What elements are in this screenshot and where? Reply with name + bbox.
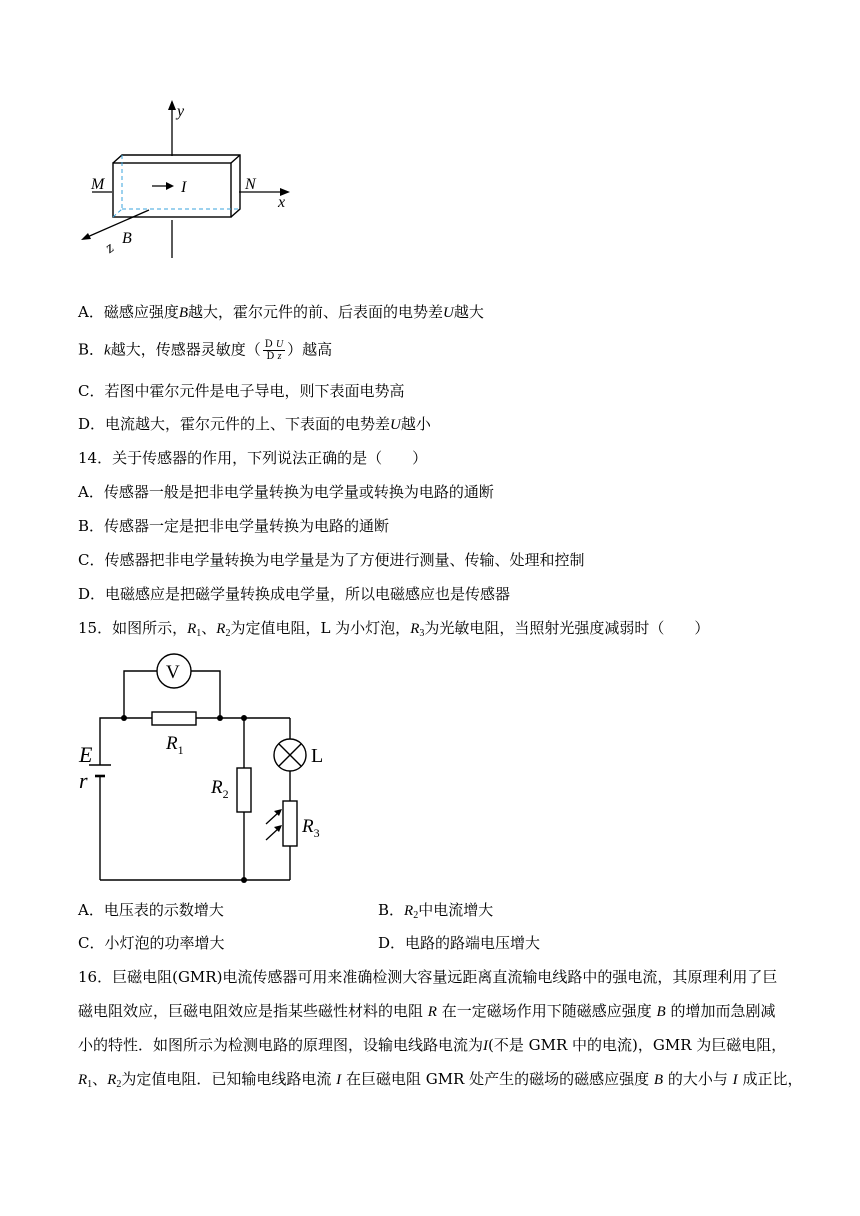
q16-line-1: 16．巨磁电阻(GMR)电流传感器可用来准确检测大容量远距离直流输电线路中的强电流，其原理利用了巨 [78,968,778,986]
lamp-label: L [311,745,324,767]
q13-option-d: D．电流越大，霍尔元件的上、下表面的电势差U越小 [78,415,431,433]
q14-option-a: A．传感器一般是把非电学量转换为电学量或转换为电路的通断 [78,483,494,501]
circuit-figure [74,642,344,888]
resistor-r2 [237,768,251,812]
q16-line-3: 小的特性．如图所示为检测电路的原理图，设输电线路电流为I(不是 GMR 中的电流)，GMR 为巨磁电阻， [78,1036,787,1054]
label-field-b: B [122,230,132,247]
voltmeter-label: V [166,662,180,683]
x-axis-label: x [278,194,286,211]
q15-option-a: A．电压表的示数增大 [78,901,224,919]
r2-label: $R_2$ [211,777,229,801]
r1-label: $R_1$ [166,733,184,757]
q15-option-b: B．$R_2$中电流增大 [378,901,494,921]
q14-stem: 14．关于传感器的作用，下列说法正确的是（ ） [78,449,428,467]
q14-option-c: C．传感器把非电学量转换为电学量是为了方便进行测量、传输、处理和控制 [78,551,585,569]
photoresistor-r3 [283,801,297,846]
y-axis-label: y [177,103,185,120]
q15-stem: 15．如图所示，$R_1$、$R_2$为定值电阻，L 为小灯泡，$R_3$为光敏电阻，当照射光强度减弱时（ ） [78,619,710,639]
q13-option-c: C．若图中霍尔元件是电子导电，则下表面电势高 [78,382,405,400]
emf-label: E [79,742,93,767]
q15-option-d: D．电路的路端电压增大 [378,934,541,952]
light-arrows-icon [266,809,282,840]
q16-line-2: 磁电阻效应，巨磁电阻效应是指某些磁性材料的电阻 R 在一定磁场作用下随磁感应强度 B 的增加而急剧减 [78,1002,776,1020]
q14-option-d: D．电磁感应是把磁学量转换成电学量，所以电磁感应也是传感器 [78,585,511,603]
hall-element-figure [74,96,304,262]
sensitivity-fraction: $\frac{\text{D U}}{\text{D z}}$ [264,339,284,362]
r3-label: $R_3$ [302,816,320,840]
label-current-i: I [181,179,187,196]
q15-option-c: C．小灯泡的功率增大 [78,934,225,952]
label-n: N [245,176,256,193]
q16-line-4: $R_1$、$R_2$为定值电阻．已知输电线路电流 I 在巨磁电阻 GMR 处产生的磁场的磁感应强度 B 的大小与 I 成正比， [78,1070,803,1090]
internal-resistance-label: r [79,768,88,793]
z-axis-label: z [102,239,117,257]
q13-option-b: B．k越大，传感器灵敏度（ $\frac{\text{D U}}{\text{D z}}$ ）越高 [78,339,333,362]
q13-option-a: A．磁感应强度B越大，霍尔元件的前、后表面的电势差U越大 [78,303,484,321]
label-m: M [91,176,105,193]
lamp-symbol [274,739,306,771]
resistor-r1 [152,712,196,725]
q14-option-b: B．传感器一定是把非电学量转换为电路的通断 [78,517,390,535]
